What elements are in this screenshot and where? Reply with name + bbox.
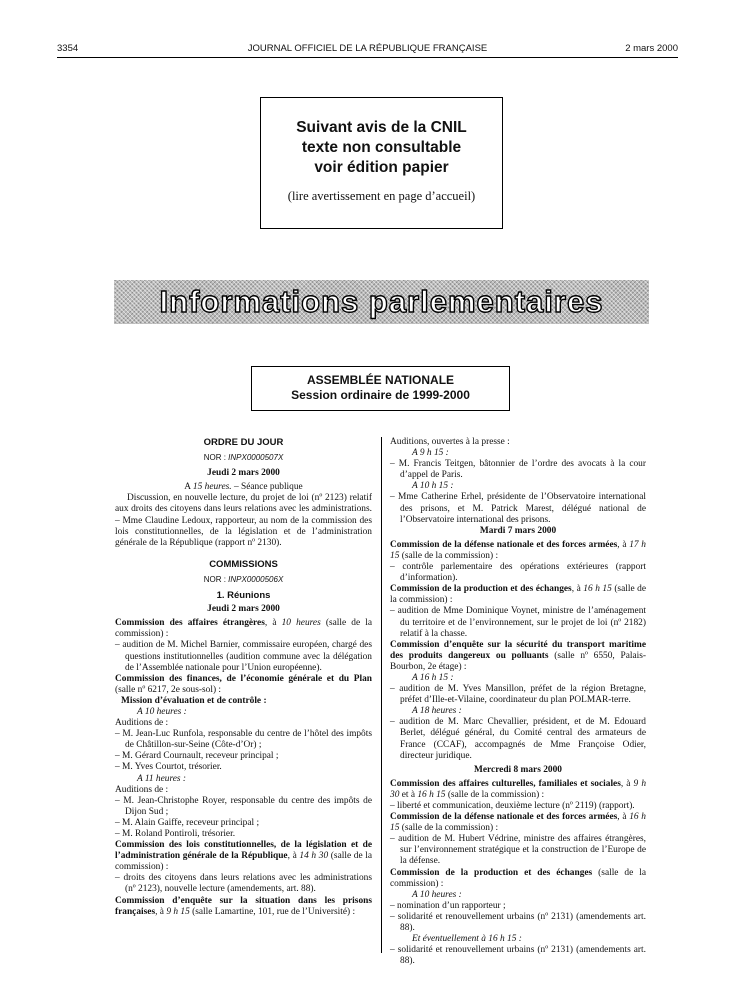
- connector: , à: [155, 906, 167, 917]
- auditions-label: Auditions de :: [115, 784, 169, 795]
- commission-name: Commission de la production et des échanges: [390, 584, 572, 595]
- meeting-room: (salle de la commission) :: [115, 618, 372, 640]
- assembly-title: ASSEMBLÉE NATIONALE: [306, 373, 455, 387]
- time-slot: [115, 774, 372, 785]
- agenda-item: – M. Roland Pontiroli, trésorier.: [115, 829, 236, 839]
- page-header: [57, 42, 678, 58]
- time-label: A 10 heures :: [412, 889, 462, 900]
- left-column: [115, 437, 372, 918]
- date-heading-1: Jeudi 2 mars 2000: [207, 468, 280, 479]
- agenda-item: – contrôle parlementaire des opérations extérieures (rapport d’information).: [390, 562, 646, 584]
- commission-entry: [390, 640, 646, 673]
- meeting-time: 10 heures: [281, 618, 321, 629]
- meeting-time: 17 h 15: [390, 539, 646, 561]
- commissions-heading: COMMISSIONS: [209, 558, 278, 570]
- commission-name: Commission de la production et des échanges: [390, 867, 593, 878]
- discussion-paragraph: Discussion, en nouvelle lecture, du projet de loi (nº 2123) relatif aux droits des citoyens dans leurs relations avec les administrations. – Mme Claudine Ledoux, rapporteur, au nom de la commission des lois constitutionnelles, de la législation et de l’administration générale de la République (rapport nº 2130).: [115, 493, 372, 548]
- agenda-item: – audition de M. Yves Mansillon, préfet de la région Bretagne, préfet d’Ille-et-Vilaine, coordinateur du plan POLMAR-terre.: [390, 684, 646, 706]
- auditions-open-label: Auditions, ouvertes à la presse :: [390, 437, 510, 447]
- nor-reference-2: [115, 574, 372, 585]
- agenda-item: – solidarité et renouvellement urbains (nº 2131) (amendements art. 88).: [390, 945, 646, 967]
- time-label: A 11 heures :: [137, 773, 187, 784]
- section-banner: [114, 280, 649, 324]
- assembly-box: [251, 366, 510, 411]
- nor-reference-1: [115, 452, 372, 463]
- connector: et à: [399, 789, 418, 800]
- time-slot: [390, 481, 646, 492]
- seance-suffix: – Séance publique: [231, 482, 303, 493]
- banner-title: Informations parlementaires: [159, 284, 604, 319]
- meeting-time: 14 h 30: [299, 851, 329, 862]
- meeting-time: 16 h 15: [390, 812, 646, 834]
- nor-code: INPX0000506X: [228, 574, 284, 584]
- time-slot: [390, 934, 646, 945]
- meeting-room: (salle de la commission) :: [390, 584, 646, 606]
- time-label: A 18 heures :: [412, 706, 462, 717]
- meeting-room: (salle de la commission) :: [390, 867, 646, 889]
- connector: , à: [287, 851, 300, 862]
- commission-name: Commission de la défense nationale et des forces armées: [390, 539, 618, 550]
- column-divider: [381, 437, 382, 953]
- date-heading-2: Jeudi 2 mars 2000: [207, 604, 280, 615]
- seance-line: [115, 482, 372, 493]
- date-heading-3: Mardi 7 mars 2000: [479, 525, 557, 536]
- commission-name: Commission de la défense nationale et des forces armées: [390, 812, 618, 823]
- cnil-line-3: voir édition papier: [314, 159, 449, 176]
- meeting-room: (salle de la commission) :: [399, 550, 499, 561]
- commission-name: Commission des lois constitutionnelles, de la législation et de l’administration générale de la République: [115, 840, 372, 862]
- commission-entry: [390, 812, 646, 834]
- nor-label: NOR :: [203, 574, 229, 584]
- meeting-room: (salle de la commission) :: [115, 851, 373, 873]
- auditions-label: Auditions de :: [115, 718, 169, 729]
- time-slot: [390, 673, 646, 684]
- ordre-du-jour-heading: ORDRE DU JOUR: [203, 437, 284, 448]
- commission-entry: [390, 868, 646, 890]
- time-slot: [390, 890, 646, 901]
- seance-prefix: A: [184, 482, 193, 493]
- agenda-item: – M. Yves Courtot, trésorier.: [115, 762, 222, 773]
- journal-title: JOURNAL OFFICIEL DE LA RÉPUBLIQUE FRANÇAISE: [247, 43, 488, 54]
- agenda-item: – Mme Catherine Erhel, présidente de l’Observatoire international des prisons, et M. Patrick Marest, délégué national de l’Observatoire international des prisons.: [390, 492, 646, 525]
- meeting-time: 9 h 30: [390, 778, 647, 800]
- agenda-item: – nomination d’un rapporteur ;: [390, 900, 506, 911]
- agenda-item: – droits des citoyens dans leurs relations avec les administrations (nº 2123), nouvelle lecture (amendements, art. 88).: [115, 873, 372, 895]
- agenda-item: – solidarité et renouvellement urbains (nº 2131) (amendements art. 88).: [390, 911, 646, 934]
- meeting-room: (salle Lamartine, 101, rue de l’Université) :: [189, 906, 356, 917]
- right-column: [390, 437, 646, 967]
- mission-heading: Mission d’évaluation et de contrôle :: [121, 695, 267, 706]
- connector: , à: [617, 539, 630, 550]
- meeting-room: (salle de la commission) :: [399, 823, 499, 834]
- nor-label: NOR :: [203, 453, 229, 463]
- commission-name: Commission des finances, de l’économie générale et du Plan: [115, 673, 372, 684]
- issue-date: 2 mars 2000: [625, 43, 678, 54]
- cnil-notice-box: [260, 97, 503, 229]
- commission-name: Commission d’enquête sur la situation dans les prisons françaises: [115, 895, 372, 917]
- connector: , à: [571, 584, 584, 595]
- time-label: Et éventuellement à 16 h 15 :: [412, 934, 522, 945]
- meeting-room: (salle nº 6217, 2e sous-sol) :: [115, 684, 222, 695]
- session-title: Session ordinaire de 1999-2000: [291, 388, 470, 402]
- agenda-item: – M. Jean-Christophe Royer, responsable du centre des impôts de Dijon Sud ;: [115, 795, 372, 817]
- agenda-item: – M. Jean-Luc Runfola, responsable du centre de l’hôtel des impôts de Châtillon-sur-Seine (Côte-d’Or) ;: [115, 729, 372, 751]
- time-label: A 10 heures :: [137, 706, 187, 717]
- agenda-item: – M. Gérard Cournault, receveur principal ;: [115, 751, 279, 762]
- meeting-time: 16 h 15: [583, 584, 612, 595]
- time-slot: [390, 448, 646, 459]
- meeting-time: 9 h 15: [166, 906, 190, 917]
- seance-time: 15 heures.: [192, 482, 232, 493]
- connector: , à: [264, 618, 282, 629]
- commission-name: Commission des affaires étrangères: [115, 618, 265, 629]
- agenda-item: – M. Alain Gaiffe, receveur principal ;: [115, 817, 260, 828]
- time-slot: [390, 706, 646, 717]
- commission-entry: [115, 674, 372, 696]
- commission-name: Commission des affaires culturelles, familiales et sociales: [390, 778, 621, 789]
- agenda-item: – M. Francis Teitgen, bâtonnier de l’ordre des avocats à la cour d’appel de Paris.: [390, 459, 646, 481]
- commission-entry: [390, 779, 646, 801]
- time-label: A 9 h 15 :: [412, 448, 449, 459]
- commission-entry: [390, 584, 646, 606]
- page-number: 3354: [57, 43, 79, 54]
- reunions-heading: 1. Réunions: [216, 590, 271, 602]
- agenda-item: – audition de M. Michel Barnier, commissaire européen, chargé des questions institutionnelles (audition commune avec la délégation de l’Assemblée nationale pour l’Union européenne).: [115, 640, 372, 673]
- cnil-subnote: (lire avertissement en page d’accueil): [287, 189, 476, 203]
- meeting-time: 16 h 15: [417, 789, 446, 800]
- agenda-item: – audition de M. Marc Chevallier, président, et de M. Edouard Berlet, délégué général, du Comité central des armateurs de France (CCAF), accompagnés de Mme Françoise Odier, directeur juridique.: [390, 717, 646, 761]
- commission-name: Commission d’enquête sur la sécurité du transport maritime des produits dangereux ou polluants: [390, 639, 646, 661]
- cnil-line-2: texte non consultable: [301, 139, 462, 156]
- connector: , à: [620, 778, 634, 789]
- commission-entry: [115, 896, 372, 918]
- agenda-item: – audition de M. Hubert Védrine, ministre des affaires étrangères, sur l’environnement stratégique et la construction de l’Europe de la défense.: [390, 834, 646, 867]
- time-label: A 16 h 15 :: [412, 672, 454, 683]
- date-heading-4: Mercredi 8 mars 2000: [474, 764, 562, 775]
- commission-entry: [115, 840, 372, 873]
- cnil-line-1: Suivant avis de la CNIL: [296, 119, 467, 136]
- time-label: A 10 h 15 :: [412, 481, 454, 492]
- agenda-item: – liberté et communication, deuxième lecture (nº 2119) (rapport).: [390, 801, 635, 811]
- connector: , à: [617, 812, 630, 823]
- meeting-room: (salle de la commission) :: [445, 789, 545, 800]
- nor-code: INPX0000507X: [228, 453, 284, 463]
- commission-entry: [390, 540, 646, 562]
- commission-entry: [115, 618, 372, 640]
- agenda-item: – audition de Mme Dominique Voynet, ministre de l’aménagement du territoire et de l’environnement, sur le projet de loi (nº 2182) relatif à la chasse.: [390, 606, 646, 639]
- meeting-room: (salle nº 6550, Palais-Bourbon, 2e étage) :: [390, 650, 646, 672]
- time-slot: [115, 707, 372, 718]
